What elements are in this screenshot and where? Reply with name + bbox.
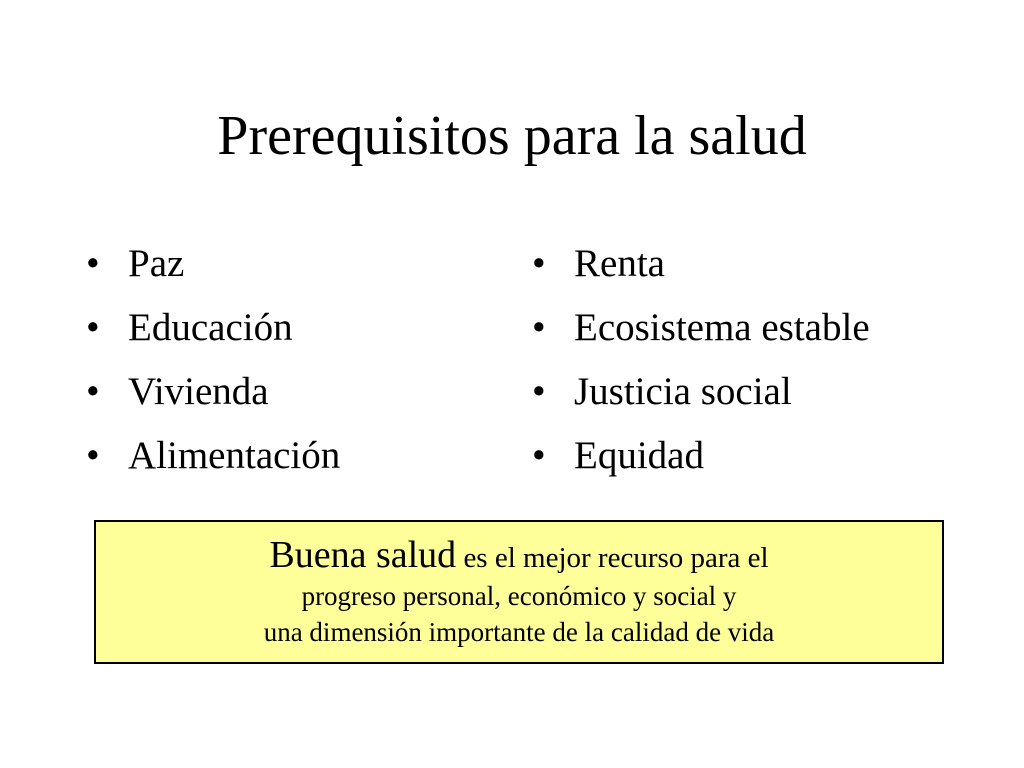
- bullet-item: [86, 360, 340, 424]
- bullet-icon: •: [86, 370, 100, 413]
- bullet-item: [86, 232, 340, 296]
- callout-line-3: una dimensión importante de la calidad de vida: [263, 617, 775, 647]
- bullet-icon: •: [86, 306, 100, 349]
- bullet-item: [532, 296, 870, 360]
- bullet-label: Justicia social: [574, 370, 792, 413]
- slide-title: Prerequisitos para la salud: [217, 105, 807, 167]
- bullet-icon: •: [532, 434, 546, 477]
- bullet-icon: •: [532, 242, 546, 285]
- bullet-icon: •: [532, 306, 546, 349]
- bullet-item: [532, 360, 870, 424]
- bullet-item: [532, 424, 870, 488]
- bullet-label: Renta: [574, 242, 665, 285]
- bullet-item: [532, 232, 870, 296]
- bullet-icon: •: [86, 242, 100, 285]
- bullet-label: Ecosistema estable: [574, 306, 870, 349]
- bullet-label: Paz: [128, 242, 185, 285]
- bullet-label: Alimentación: [128, 434, 341, 477]
- bullet-item: [86, 424, 340, 488]
- callout-box: [94, 520, 944, 664]
- bullet-label: Educación: [128, 306, 293, 349]
- callout-line-1: [96, 535, 942, 578]
- right-bullet-list: [532, 232, 870, 488]
- callout-lead: Buena salud: [269, 534, 457, 576]
- bullet-label: Equidad: [574, 434, 704, 477]
- bullet-item: [86, 296, 340, 360]
- callout-line-2: progreso personal, económico y social y: [301, 581, 737, 611]
- bullet-label: Vivienda: [128, 370, 269, 413]
- callout-line-1-text: es el mejor recurso para el: [463, 542, 769, 574]
- left-bullet-list: [86, 232, 340, 488]
- bullet-icon: •: [86, 434, 100, 477]
- bullet-icon: •: [532, 370, 546, 413]
